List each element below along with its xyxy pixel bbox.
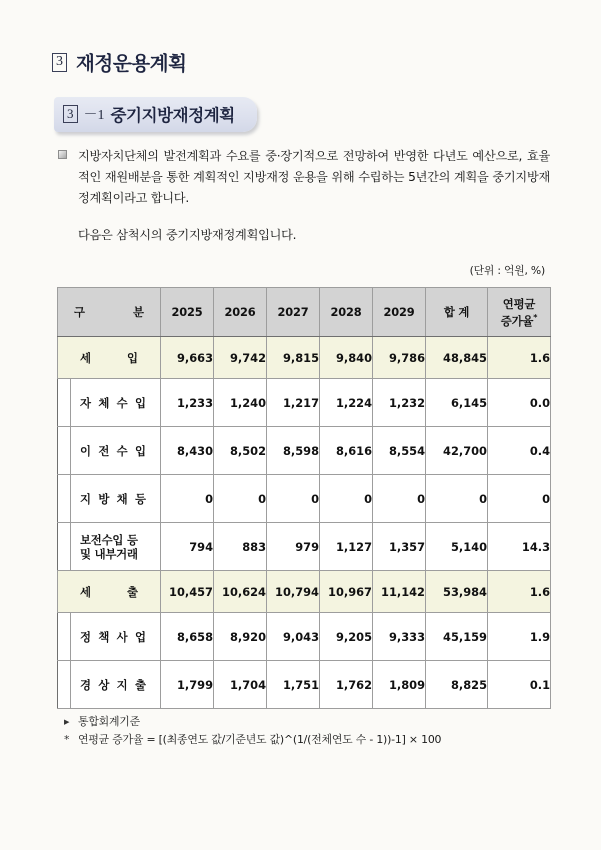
table-body [58, 337, 551, 709]
cell-value: 9,786 [373, 337, 426, 379]
cell-value: 9,205 [320, 613, 373, 661]
th-year-2028: 2028 [320, 288, 373, 337]
cell-value: 9,815 [267, 337, 320, 379]
cell-value: 8,658 [161, 613, 214, 661]
cell-value: 1,224 [320, 379, 373, 427]
cell-value: 0 [161, 475, 214, 523]
cell-value: 1,799 [161, 661, 214, 709]
th-year-2027: 2027 [267, 288, 320, 337]
paragraph-definition [58, 146, 550, 209]
cell-total: 5,140 [426, 523, 488, 571]
footnote-item [64, 731, 544, 749]
cell-value: 979 [267, 523, 320, 571]
square-bullet-icon [58, 150, 67, 159]
cell-value: 11,142 [373, 571, 426, 613]
cell-total: 48,845 [426, 337, 488, 379]
row-label-sechul: 세 출 [58, 571, 161, 613]
row-label-compensation-revenue: 보전수입 등 및 내부거래 [58, 523, 161, 571]
th-year-2025: 2025 [161, 288, 214, 337]
cell-value: 1,762 [320, 661, 373, 709]
cell-value: 10,794 [267, 571, 320, 613]
table-row [58, 523, 551, 571]
heading-number-box: 3 [52, 53, 67, 72]
cell-value: 0 [373, 475, 426, 523]
th-category-label: 구 분 [74, 305, 144, 319]
cell-value: 1,357 [373, 523, 426, 571]
th-year-2029: 2029 [373, 288, 426, 337]
cell-value: 8,502 [214, 427, 267, 475]
cell-value: 8,920 [214, 613, 267, 661]
paragraph-definition-text: 지방자치단체의 발전계획과 수요를 중·장기적으로 전망하여 반영한 다년도 예산으로, 효율적인 재원배분을 통한 계획적인 지방재정 운용을 위해 수립하는 5년간의 계획을 중기지방재정계획이라고 합니다. [78, 149, 550, 205]
th-avg-growth-line1: 연평균 [502, 296, 536, 311]
cell-value: 794 [161, 523, 214, 571]
cell-growth: 14.3 [488, 523, 551, 571]
cell-growth: 0.1 [488, 661, 551, 709]
finance-table-wrapper [57, 287, 550, 709]
heading-title-text: 재정운용계획 [76, 52, 187, 75]
cell-value: 10,457 [161, 571, 214, 613]
cell-value: 1,704 [214, 661, 267, 709]
row-label-sein: 세 입 [58, 337, 161, 379]
cell-value: 9,043 [267, 613, 320, 661]
table-header-row [58, 288, 551, 337]
th-year-2026: 2026 [214, 288, 267, 337]
cell-total: 45,159 [426, 613, 488, 661]
paragraph-intro: 다음은 삼척시의 중기지방재정계획입니다. [78, 228, 297, 242]
cell-growth: 0.0 [488, 379, 551, 427]
subheading-title-text: 중기지방재정계획 [110, 106, 235, 125]
cell-value: 8,616 [320, 427, 373, 475]
row-label-self-revenue: 자 체 수 입 [58, 379, 161, 427]
footnote-marker: ▸ [64, 715, 70, 728]
row-label-policy-project: 정 책 사 업 [58, 613, 161, 661]
table-row [58, 661, 551, 709]
cell-value: 9,663 [161, 337, 214, 379]
cell-value: 9,333 [373, 613, 426, 661]
th-category [58, 288, 161, 337]
cell-total: 42,700 [426, 427, 488, 475]
body-text-block [58, 146, 550, 246]
cell-value: 0 [320, 475, 373, 523]
cell-value: 1,217 [267, 379, 320, 427]
table-footnotes [64, 713, 544, 749]
cell-value: 1,127 [320, 523, 373, 571]
row-label-transfer-revenue: 이 전 수 입 [58, 427, 161, 475]
subheading-dash: －1 [83, 108, 105, 123]
cell-total: 6,145 [426, 379, 488, 427]
cell-growth: 1.6 [488, 571, 551, 613]
table-row [58, 571, 551, 613]
footnote-text: 연평균 증가율 = [(최종연도 값/기준년도 값)^(1/(전체연도 수 - 1))-1] × 100 [78, 733, 442, 746]
subheading-number-box: 3 [63, 105, 78, 123]
cell-growth: 1.9 [488, 613, 551, 661]
footnote-marker: * [64, 733, 70, 746]
cell-value: 10,967 [320, 571, 373, 613]
table-row [58, 337, 551, 379]
cell-total: 53,984 [426, 571, 488, 613]
table-unit-note: (단위 : 억원, %) [469, 264, 545, 277]
subheading-badge [54, 97, 257, 132]
cell-growth: 0.4 [488, 427, 551, 475]
table-row [58, 613, 551, 661]
th-avg-growth-line2: 증가율* [500, 312, 538, 328]
cell-growth: 0 [488, 475, 551, 523]
cell-value: 8,430 [161, 427, 214, 475]
th-avg-growth [488, 288, 551, 337]
cell-total: 8,825 [426, 661, 488, 709]
cell-growth: 1.6 [488, 337, 551, 379]
cell-total: 0 [426, 475, 488, 523]
cell-value: 1,809 [373, 661, 426, 709]
table-row [58, 379, 551, 427]
th-total: 합 계 [426, 288, 488, 337]
row-label-local-bond: 지 방 채 등 [58, 475, 161, 523]
cell-value: 0 [267, 475, 320, 523]
mid-term-finance-table [57, 287, 551, 709]
cell-value: 9,840 [320, 337, 373, 379]
cell-value: 1,240 [214, 379, 267, 427]
cell-value: 9,742 [214, 337, 267, 379]
cell-value: 10,624 [214, 571, 267, 613]
footnote-item [64, 713, 544, 731]
table-row [58, 427, 551, 475]
table-row [58, 475, 551, 523]
page-title [52, 48, 187, 76]
cell-value: 1,751 [267, 661, 320, 709]
cell-value: 0 [214, 475, 267, 523]
footnote-text: 통합회계기준 [78, 715, 140, 728]
row-label-regular-expense: 경 상 지 출 [58, 661, 161, 709]
cell-value: 8,554 [373, 427, 426, 475]
subheading [54, 97, 257, 132]
th-avg-growth-mark: * [533, 312, 538, 322]
cell-value: 1,233 [161, 379, 214, 427]
cell-value: 8,598 [267, 427, 320, 475]
cell-value: 883 [214, 523, 267, 571]
cell-value: 1,232 [373, 379, 426, 427]
